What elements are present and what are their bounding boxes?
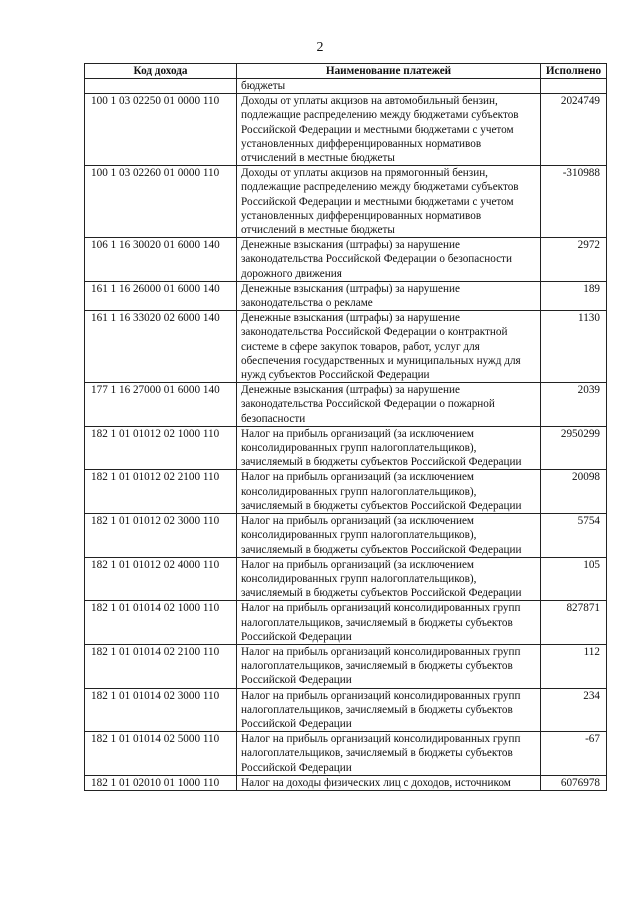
payment-name-cell: Налог на прибыль организаций (за исключением консолидированных групп налогоплательщиков), зачисляемый в бюджеты субъектов Российской Федерации — [237, 470, 541, 514]
table-body — [85, 79, 607, 791]
payment-name-cell: Доходы от уплаты акцизов на автомобильный бензин, подлежащие распределению между бюджетами субъектов Российской Федерации и местными бюджетами с учетом установленных дифференцированных нормативов отчислений в местные бюджеты — [237, 94, 541, 166]
header-name: Наименование платежей — [237, 64, 541, 79]
table-row — [85, 644, 607, 688]
table-row — [85, 514, 607, 558]
amount-cell: 827871 — [541, 601, 607, 645]
revenue-code-cell: 182 1 01 01012 02 2100 110 — [85, 470, 237, 514]
amount-cell: 112 — [541, 644, 607, 688]
payment-name-cell: бюджеты — [237, 79, 541, 94]
revenue-code-cell: 161 1 16 33020 02 6000 140 — [85, 311, 237, 383]
table-row — [85, 281, 607, 310]
table-row — [85, 426, 607, 470]
amount-cell: 20098 — [541, 470, 607, 514]
table-row — [85, 166, 607, 238]
amount-cell: 234 — [541, 688, 607, 732]
revenue-code-cell: 182 1 01 02010 01 1000 110 — [85, 775, 237, 790]
table-row — [85, 732, 607, 776]
page-number: 2 — [316, 40, 324, 55]
payment-name-cell: Налог на прибыль организаций (за исключением консолидированных групп налогоплательщиков), зачисляемый в бюджеты субъектов Российской Федерации — [237, 514, 541, 558]
table-row — [85, 775, 607, 790]
payment-name-cell: Денежные взыскания (штрафы) за нарушение законодательства Российской Федерации о контрактной системе в сфере закупок товаров, работ, услуг для обеспечения государственных и муниципальных нужд для нужд субъектов Российской Федерации — [237, 311, 541, 383]
payment-name-cell: Налог на прибыль организаций консолидированных групп налогоплательщиков, зачисляемый в бюджеты субъектов Российской Федерации — [237, 644, 541, 688]
table-row — [85, 470, 607, 514]
amount-cell: 2950299 — [541, 426, 607, 470]
payment-name-cell: Денежные взыскания (штрафы) за нарушение законодательства Российской Федерации о безопасности дорожного движения — [237, 238, 541, 282]
revenue-table — [84, 63, 607, 791]
amount-cell: 2039 — [541, 383, 607, 427]
header-amount: Исполнено — [541, 64, 607, 79]
revenue-code-cell: 177 1 16 27000 01 6000 140 — [85, 383, 237, 427]
revenue-code-cell: 182 1 01 01012 02 3000 110 — [85, 514, 237, 558]
revenue-code-cell: 182 1 01 01014 02 2100 110 — [85, 644, 237, 688]
amount-cell: 2972 — [541, 238, 607, 282]
revenue-code-cell: 161 1 16 26000 01 6000 140 — [85, 281, 237, 310]
amount-cell: 105 — [541, 557, 607, 601]
revenue-code-cell: 182 1 01 01014 02 5000 110 — [85, 732, 237, 776]
payment-name-cell: Денежные взыскания (штрафы) за нарушение законодательства Российской Федерации о пожарной безопасности — [237, 383, 541, 427]
payment-name-cell: Денежные взыскания (штрафы) за нарушение законодательства о рекламе — [237, 281, 541, 310]
table-row — [85, 601, 607, 645]
table-row — [85, 238, 607, 282]
revenue-code-cell: 106 1 16 30020 01 6000 140 — [85, 238, 237, 282]
amount-cell: 6076978 — [541, 775, 607, 790]
revenue-code-cell: 182 1 01 01012 02 4000 110 — [85, 557, 237, 601]
revenue-code-cell: 182 1 01 01012 02 1000 110 — [85, 426, 237, 470]
table-row — [85, 557, 607, 601]
revenue-code-cell: 182 1 01 01014 02 1000 110 — [85, 601, 237, 645]
amount-cell: -310988 — [541, 166, 607, 238]
table-row — [85, 311, 607, 383]
table-row — [85, 688, 607, 732]
table-header-row — [85, 64, 607, 79]
amount-cell: 1130 — [541, 311, 607, 383]
revenue-code-cell: 182 1 01 01014 02 3000 110 — [85, 688, 237, 732]
table-row — [85, 383, 607, 427]
revenue-code-cell — [85, 79, 237, 94]
amount-cell: -67 — [541, 732, 607, 776]
amount-cell: 5754 — [541, 514, 607, 558]
payment-name-cell: Налог на доходы физических лиц с доходов, источником — [237, 775, 541, 790]
revenue-code-cell: 100 1 03 02250 01 0000 110 — [85, 94, 237, 166]
amount-cell: 2024749 — [541, 94, 607, 166]
payment-name-cell: Налог на прибыль организаций консолидированных групп налогоплательщиков, зачисляемый в бюджеты субъектов Российской Федерации — [237, 688, 541, 732]
table-row — [85, 94, 607, 166]
payment-name-cell: Налог на прибыль организаций консолидированных групп налогоплательщиков, зачисляемый в бюджеты субъектов Российской Федерации — [237, 732, 541, 776]
payment-name-cell: Налог на прибыль организаций консолидированных групп налогоплательщиков, зачисляемый в бюджеты субъектов Российской Федерации — [237, 601, 541, 645]
amount-cell — [541, 79, 607, 94]
revenue-code-cell: 100 1 03 02260 01 0000 110 — [85, 166, 237, 238]
payment-name-cell: Налог на прибыль организаций (за исключением консолидированных групп налогоплательщиков), зачисляемый в бюджеты субъектов Российской Федерации — [237, 557, 541, 601]
table-row — [85, 79, 607, 94]
header-code: Код дохода — [85, 64, 237, 79]
amount-cell: 189 — [541, 281, 607, 310]
payment-name-cell: Налог на прибыль организаций (за исключением консолидированных групп налогоплательщиков), зачисляемый в бюджеты субъектов Российской Федерации — [237, 426, 541, 470]
payment-name-cell: Доходы от уплаты акцизов на прямогонный бензин, подлежащие распределению между бюджетами субъектов Российской Федерации и местными бюджетами с учетом установленных дифференцированных нормативов отчислений в местные бюджеты — [237, 166, 541, 238]
